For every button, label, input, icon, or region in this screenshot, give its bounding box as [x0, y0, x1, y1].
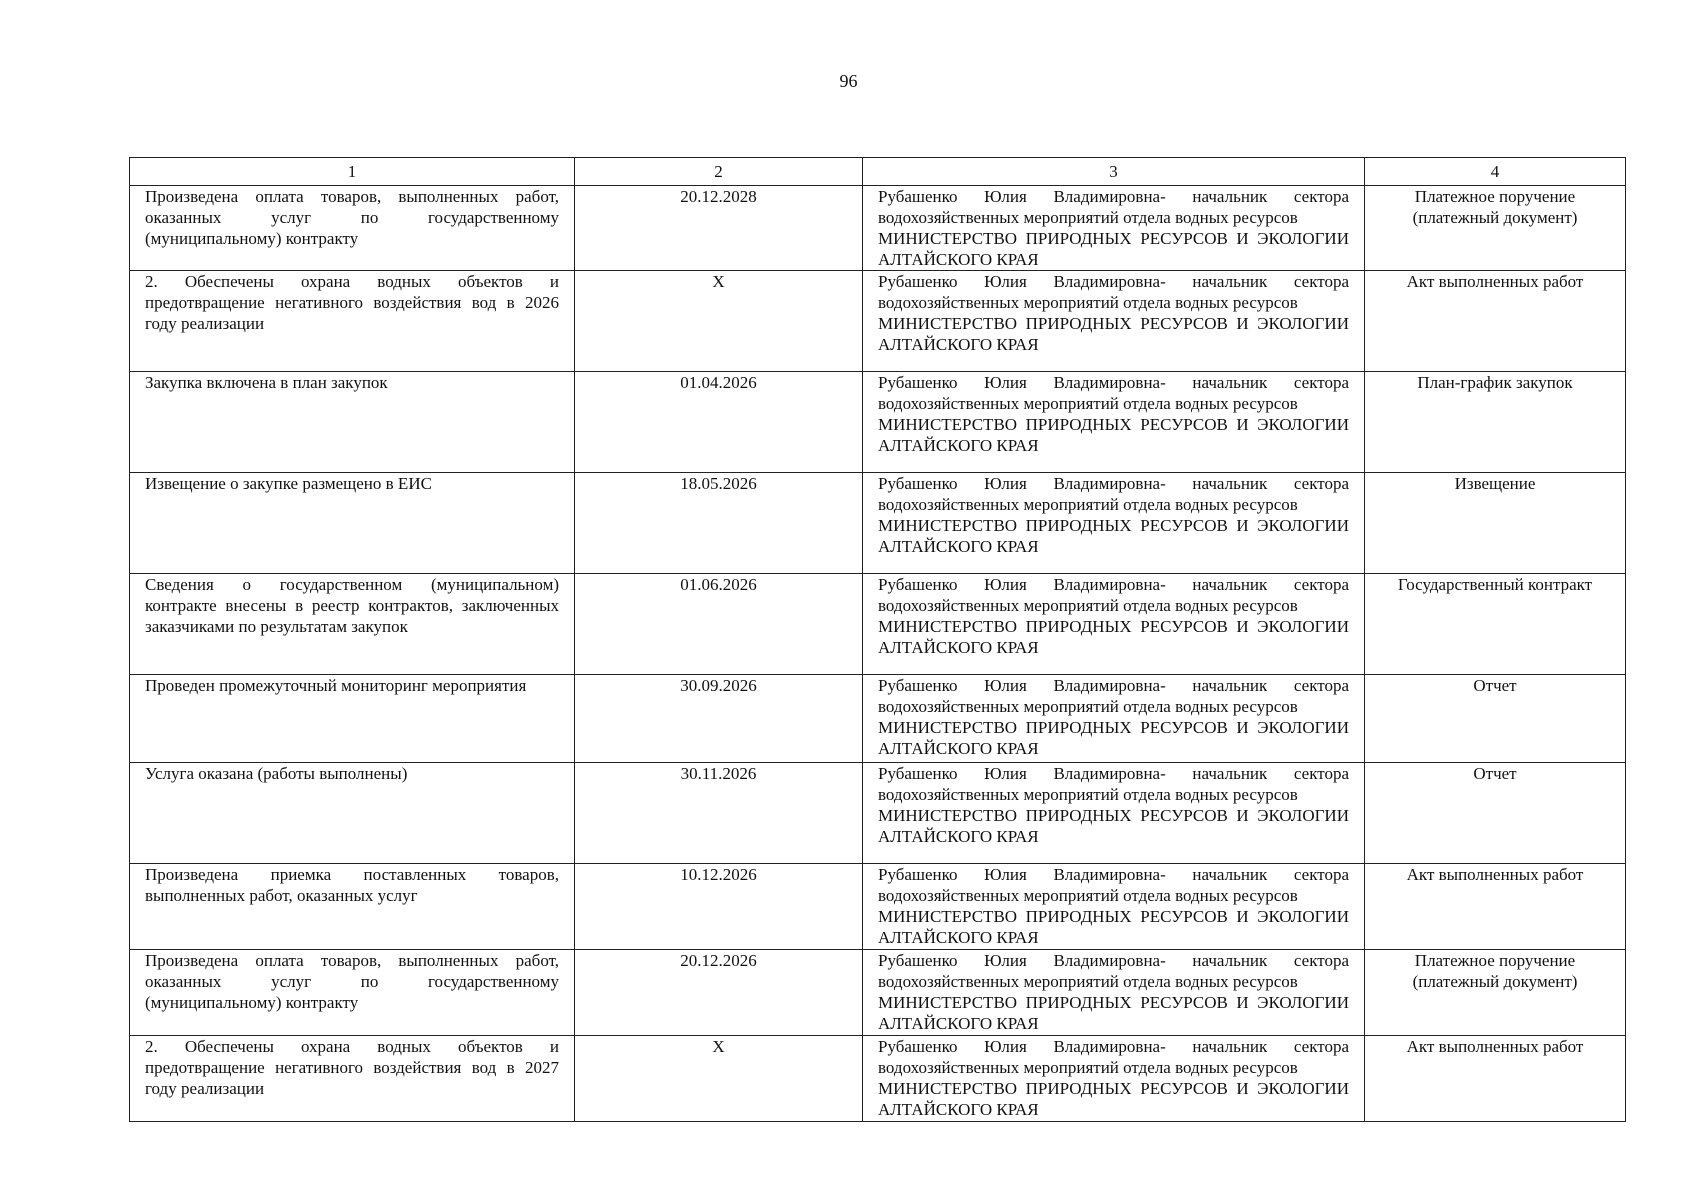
page-number: 96 [839, 71, 858, 91]
responsible-cell [863, 271, 1365, 372]
responsible-person: Рубашенко Юлия Владимировна- начальник сектора водохозяйственных мероприятий отдела водных ресурсов [878, 865, 1349, 905]
responsible-organization: МИНИСТЕРСТВО ПРИРОДНЫХ РЕСУРСОВ И ЭКОЛОГИИ АЛТАЙСКОГО КРАЯ [878, 229, 1349, 269]
event-cell: Сведения о государственном (муниципальном) контракте внесены в реестр контрактов, заключенных заказчиками по результатам закупок [130, 574, 575, 675]
responsible-person: Рубашенко Юлия Владимировна- начальник сектора водохозяйственных мероприятий отдела водных ресурсов [878, 1037, 1349, 1077]
date-cell: 30.09.2026 [575, 675, 863, 763]
document-cell: Платежное поручение (платежный документ) [1365, 186, 1626, 271]
event-cell: Проведен промежуточный мониторинг мероприятия [130, 675, 575, 763]
schedule-table [129, 157, 1626, 1122]
table-row [130, 1036, 1626, 1122]
document-cell: Акт выполненных работ [1365, 1036, 1626, 1122]
event-cell: Извещение о закупке размещено в ЕИС [130, 473, 575, 574]
responsible-cell [863, 473, 1365, 574]
event-cell: Произведена оплата товаров, выполненных работ, оказанных услуг по государственному (муниципальному) контракту [130, 950, 575, 1036]
date-cell: 18.05.2026 [575, 473, 863, 574]
event-cell: Услуга оказана (работы выполнены) [130, 763, 575, 864]
table-row [130, 763, 1626, 864]
table-row [130, 186, 1626, 271]
responsible-organization: МИНИСТЕРСТВО ПРИРОДНЫХ РЕСУРСОВ И ЭКОЛОГИИ АЛТАЙСКОГО КРАЯ [878, 617, 1349, 657]
responsible-cell [863, 763, 1365, 864]
responsible-cell [863, 864, 1365, 950]
date-cell: 20.12.2026 [575, 950, 863, 1036]
responsible-person: Рубашенко Юлия Владимировна- начальник сектора водохозяйственных мероприятий отдела водных ресурсов [878, 272, 1349, 312]
column-header-3: 3 [863, 158, 1365, 186]
event-cell: Произведена приемка поставленных товаров, выполненных работ, оказанных услуг [130, 864, 575, 950]
responsible-person: Рубашенко Юлия Владимировна- начальник сектора водохозяйственных мероприятий отдела водных ресурсов [878, 187, 1349, 227]
event-cell: 2. Обеспечены охрана водных объектов и предотвращение негативного воздействия вод в 2027 году реализации [130, 1036, 575, 1122]
table-row [130, 574, 1626, 675]
responsible-cell [863, 950, 1365, 1036]
responsible-person: Рубашенко Юлия Владимировна- начальник сектора водохозяйственных мероприятий отдела водных ресурсов [878, 764, 1349, 804]
document-cell: Акт выполненных работ [1365, 864, 1626, 950]
responsible-organization: МИНИСТЕРСТВО ПРИРОДНЫХ РЕСУРСОВ И ЭКОЛОГИИ АЛТАЙСКОГО КРАЯ [878, 415, 1349, 455]
responsible-cell [863, 574, 1365, 675]
document-cell: План-график закупок [1365, 372, 1626, 473]
table-row [130, 675, 1626, 763]
responsible-organization: МИНИСТЕРСТВО ПРИРОДНЫХ РЕСУРСОВ И ЭКОЛОГИИ АЛТАЙСКОГО КРАЯ [878, 314, 1349, 354]
event-cell: 2. Обеспечены охрана водных объектов и предотвращение негативного воздействия вод в 2026 году реализации [130, 271, 575, 372]
responsible-cell [863, 186, 1365, 271]
event-cell: Закупка включена в план закупок [130, 372, 575, 473]
responsible-person: Рубашенко Юлия Владимировна- начальник сектора водохозяйственных мероприятий отдела водных ресурсов [878, 575, 1349, 615]
responsible-cell [863, 372, 1365, 473]
table-row [130, 950, 1626, 1036]
column-header-1: 1 [130, 158, 575, 186]
document-cell: Отчет [1365, 763, 1626, 864]
responsible-organization: МИНИСТЕРСТВО ПРИРОДНЫХ РЕСУРСОВ И ЭКОЛОГИИ АЛТАЙСКОГО КРАЯ [878, 993, 1349, 1033]
table-row [130, 864, 1626, 950]
responsible-person: Рубашенко Юлия Владимировна- начальник сектора водохозяйственных мероприятий отдела водных ресурсов [878, 951, 1349, 991]
responsible-organization: МИНИСТЕРСТВО ПРИРОДНЫХ РЕСУРСОВ И ЭКОЛОГИИ АЛТАЙСКОГО КРАЯ [878, 718, 1349, 758]
responsible-person: Рубашенко Юлия Владимировна- начальник сектора водохозяйственных мероприятий отдела водных ресурсов [878, 474, 1349, 514]
document-cell: Извещение [1365, 473, 1626, 574]
document-cell: Отчет [1365, 675, 1626, 763]
responsible-organization: МИНИСТЕРСТВО ПРИРОДНЫХ РЕСУРСОВ И ЭКОЛОГИИ АЛТАЙСКОГО КРАЯ [878, 806, 1349, 846]
document-cell: Акт выполненных работ [1365, 271, 1626, 372]
responsible-organization: МИНИСТЕРСТВО ПРИРОДНЫХ РЕСУРСОВ И ЭКОЛОГИИ АЛТАЙСКОГО КРАЯ [878, 516, 1349, 556]
column-header-4: 4 [1365, 158, 1626, 186]
date-cell: 10.12.2026 [575, 864, 863, 950]
column-header-2: 2 [575, 158, 863, 186]
header-row [130, 158, 1626, 186]
date-cell: X [575, 1036, 863, 1122]
date-cell: 20.12.2028 [575, 186, 863, 271]
date-cell: 01.04.2026 [575, 372, 863, 473]
responsible-organization: МИНИСТЕРСТВО ПРИРОДНЫХ РЕСУРСОВ И ЭКОЛОГИИ АЛТАЙСКОГО КРАЯ [878, 907, 1349, 947]
table-row [130, 372, 1626, 473]
date-cell: 30.11.2026 [575, 763, 863, 864]
document-cell: Платежное поручение (платежный документ) [1365, 950, 1626, 1036]
event-cell: Произведена оплата товаров, выполненных работ, оказанных услуг по государственному (муниципальному) контракту [130, 186, 575, 271]
date-cell: 01.06.2026 [575, 574, 863, 675]
responsible-cell [863, 675, 1365, 763]
document-cell: Государственный контракт [1365, 574, 1626, 675]
responsible-person: Рубашенко Юлия Владимировна- начальник сектора водохозяйственных мероприятий отдела водных ресурсов [878, 373, 1349, 413]
responsible-organization: МИНИСТЕРСТВО ПРИРОДНЫХ РЕСУРСОВ И ЭКОЛОГИИ АЛТАЙСКОГО КРАЯ [878, 1079, 1349, 1119]
date-cell: X [575, 271, 863, 372]
responsible-person: Рубашенко Юлия Владимировна- начальник сектора водохозяйственных мероприятий отдела водных ресурсов [878, 676, 1349, 716]
table-row [130, 473, 1626, 574]
responsible-cell [863, 1036, 1365, 1122]
table-row [130, 271, 1626, 372]
